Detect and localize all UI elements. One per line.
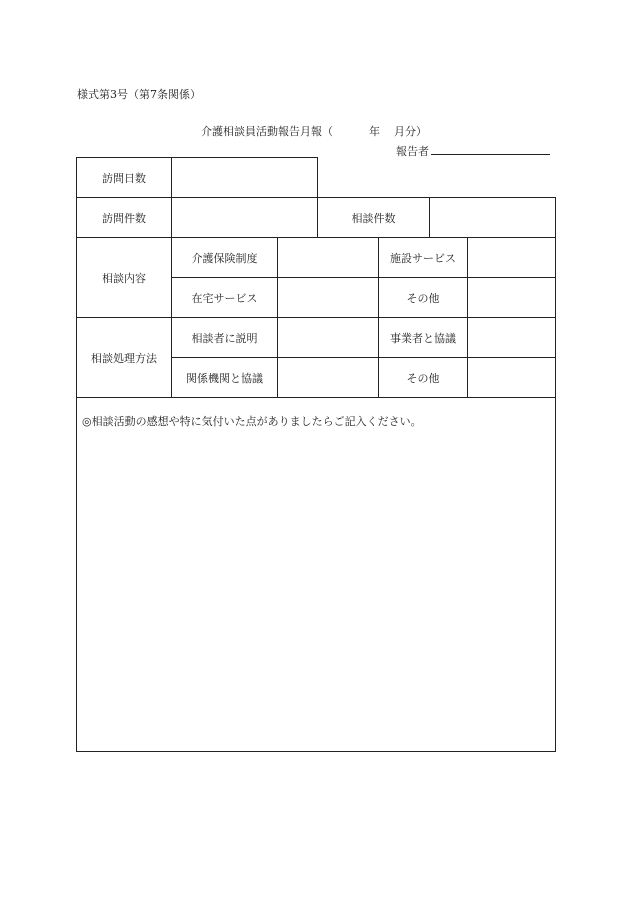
handling-method-item: 相談者に説明 — [191, 331, 258, 345]
form-number: 様式第3号（第7条関係） — [77, 88, 201, 101]
comments-field[interactable] — [77, 432, 555, 750]
handling-method-label: 相談処理方法 — [91, 351, 157, 365]
visit-days-field[interactable] — [172, 158, 317, 197]
document-title — [201, 123, 427, 139]
insurance-system-field[interactable] — [278, 238, 378, 277]
business-consult-field[interactable] — [468, 318, 555, 357]
table-border — [76, 751, 556, 752]
reporter-label: 報告者 — [396, 145, 429, 158]
handling-method-item: 事業者と協議 — [390, 331, 456, 345]
reporter-signature-line[interactable] — [431, 154, 550, 155]
title-month-label: 月分） — [394, 125, 427, 138]
visit-days-label: 訪問日数 — [102, 171, 146, 185]
table-border — [555, 197, 556, 752]
content-other-field[interactable] — [468, 278, 555, 317]
title-year-label: 年 — [369, 125, 380, 138]
handling-method-item: その他 — [406, 371, 440, 385]
facility-service-field[interactable] — [468, 238, 555, 277]
handling-method-item: 関係機関と協議 — [186, 371, 263, 385]
agency-consult-field[interactable] — [278, 358, 378, 397]
consult-content-item: 施設サービス — [390, 251, 456, 265]
handling-other-field[interactable] — [468, 358, 555, 397]
consult-count-field[interactable] — [430, 198, 555, 237]
consult-content-item: その他 — [406, 291, 440, 305]
consult-count-label: 相談件数 — [351, 211, 396, 225]
home-service-field[interactable] — [278, 278, 378, 317]
consult-content-label: 相談内容 — [102, 271, 146, 285]
consult-content-item: 在宅サービス — [191, 291, 258, 305]
consult-content-item: 介護保険制度 — [191, 251, 258, 265]
comments-prompt: ◎相談活動の感想や特に気付いた点がありましたらご記入ください。 — [82, 415, 422, 428]
title-text: 介護相談員活動報告月報（ — [201, 125, 333, 138]
visit-count-field[interactable] — [172, 198, 317, 237]
table-border — [76, 397, 556, 398]
visit-count-label: 訪問件数 — [102, 211, 146, 225]
explain-field[interactable] — [278, 318, 378, 357]
